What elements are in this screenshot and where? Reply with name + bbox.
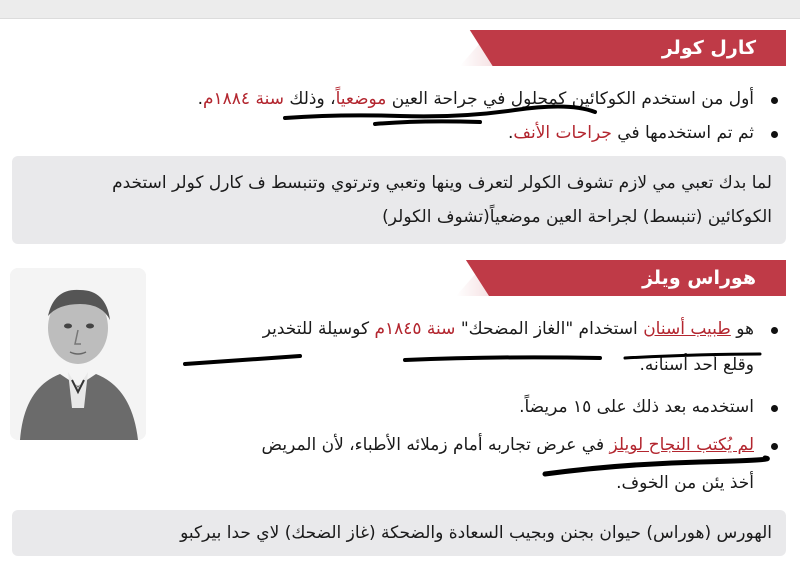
section-heading-ribbon [460,30,786,66]
note-text: الكوكائين (تنبسط) لجراحة العين موضعياً(تشوف الكولر) [382,207,772,227]
note-box [12,510,786,556]
top-edge [0,0,800,19]
section-heading: هوراس ويلز [642,267,756,289]
section-heading: كارل كولر [661,37,756,59]
bullet-dot [771,443,778,450]
section-heading-ribbon [456,260,786,296]
bullet-dot [771,327,778,334]
bullet-dot [771,405,778,412]
note-text: لما بدك تعبي مي لازم تشوف الكولر لتعرف وينها وتعبي وترتوي وتنبسط ف كارل كولر استخدم [112,173,772,193]
pen-underline [540,452,770,482]
pen-underline [280,100,600,130]
note-text: الهورس (هوراس) حيوان بجنن وبجيب السعادة والضحكة (غاز الضحك) لاي حدا بيركبو [180,523,772,543]
pen-underline [180,340,780,370]
portrait-image [10,268,146,440]
bullet-dot [771,97,778,104]
portrait-icon [10,268,146,440]
bullet-dot [771,131,778,138]
note-box [12,156,786,244]
